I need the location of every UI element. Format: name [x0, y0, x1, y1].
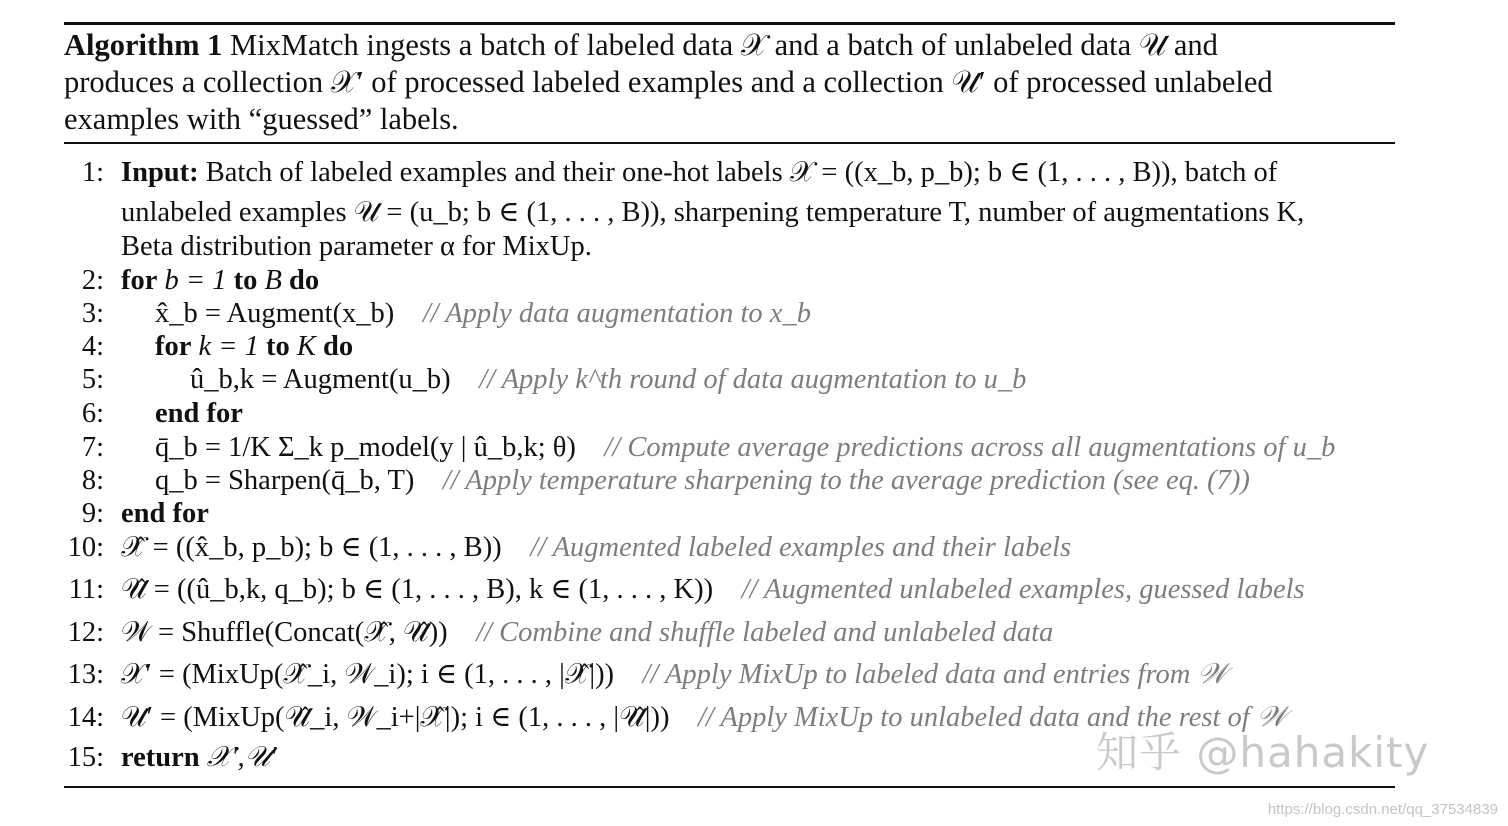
comment: // Combine and shuffle labeled and unlabeled data	[476, 617, 1054, 648]
comment: // Apply k^th round of data augmentation to u_b	[479, 364, 1027, 395]
comment: // Compute average predictions across all augmentations of u_b	[604, 432, 1336, 463]
comment: // Augmented unlabeled examples, guessed labels	[741, 574, 1305, 605]
keyword: do	[289, 265, 320, 296]
input-label: Input:	[121, 157, 199, 188]
algo-line-7	[0, 430, 1460, 466]
algo-line-12	[0, 615, 1460, 651]
line-number: 3:	[81, 298, 104, 329]
algo-line-6	[0, 396, 1460, 432]
line-number: 10:	[67, 532, 104, 563]
line-number: 5:	[81, 364, 104, 395]
keyword: do	[323, 331, 354, 362]
line-number: 15:	[67, 742, 104, 773]
bottom-rule	[64, 786, 1395, 788]
middle-rule	[64, 142, 1395, 144]
line-number: 4:	[81, 331, 104, 362]
algo-line-10	[0, 530, 1460, 566]
algo-line-2: 2: for b = 1 to B do	[0, 263, 1460, 299]
algo-line-8	[0, 463, 1460, 499]
algorithm-label: Algorithm 1	[64, 28, 223, 62]
algo-line-5	[0, 362, 1460, 398]
keyword: to	[266, 331, 290, 362]
line-number: 14:	[67, 702, 104, 733]
input-text: Batch of labeled examples and their one-hot labels 𝒳 = ((x_b, p_b); b ∈ (1, . . . , B)), batch of	[205, 157, 1278, 188]
line-number: 2:	[81, 265, 104, 296]
line-number: 11:	[68, 574, 104, 605]
algo-line-9	[0, 496, 1460, 532]
line-number: 9:	[81, 498, 104, 529]
code: q_b = Sharpen(q̄_b, T)	[155, 465, 415, 496]
code: 𝒲 = Shuffle(Concat(𝒳̂, 𝒰̂))	[121, 617, 448, 648]
line-number: 6:	[81, 398, 104, 429]
code: 𝒳̂ = ((x̂_b, p_b); b ∈ (1, . . . , B))	[121, 532, 502, 563]
code: 𝒳′ = (MixUp(𝒳̂_i, 𝒲_i); i ∈ (1, . . . , |𝒳̂|))	[121, 659, 615, 690]
caption-line-3: examples with “guessed” labels.	[64, 102, 459, 136]
input-continuation-1: unlabeled examples 𝒰 = (u_b; b ∈ (1, . . . , B)), sharpening temperature T, number of augmentations K,	[121, 197, 1305, 228]
keyword: to	[233, 265, 258, 296]
keyword: for	[155, 331, 192, 362]
code: x̂_b = Augment(x_b)	[155, 298, 395, 329]
line-number: 13:	[67, 659, 104, 690]
code: 𝒰′ = (MixUp(𝒰̂_i, 𝒲_i+|𝒳̂|); i ∈ (1, . . . , |𝒰̂|))	[121, 702, 670, 733]
keyword: for	[121, 265, 158, 296]
comment: // Apply data augmentation to x_b	[422, 298, 811, 329]
keyword: return	[121, 742, 200, 773]
line-number: 12:	[67, 617, 104, 648]
source-url: https://blog.csdn.net/qq_37534839	[1267, 801, 1498, 818]
top-rule	[64, 22, 1395, 25]
keyword: end for	[155, 398, 243, 429]
code: q̄_b = 1/K Σ_k p_model(y | û_b,k; θ)	[155, 432, 576, 463]
code: û_b,k = Augment(u_b)	[190, 364, 451, 395]
comment: // Apply temperature sharpening to the average prediction (see eq. (7))	[442, 465, 1250, 496]
comment: // Apply MixUp to unlabeled data and the rest of 𝒲	[697, 702, 1287, 733]
algo-line-4: 4: for k = 1 to K do	[0, 329, 1460, 365]
algo-line-13	[0, 657, 1460, 693]
code: 𝒰̂ = ((û_b,k, q_b); b ∈ (1, . . . , B), k ∈ (1, . . . , K))	[121, 574, 714, 605]
algorithm-caption	[64, 27, 1395, 138]
line-number: 8:	[81, 465, 104, 496]
line-number: 1:	[81, 157, 104, 188]
line-number: 7:	[81, 432, 104, 463]
code: 𝒳′,𝒰′	[199, 742, 277, 773]
comment: // Apply MixUp to labeled data and entries from 𝒲	[642, 659, 1228, 690]
algo-line-3	[0, 296, 1460, 332]
zhihu-watermark: 知乎 @hahakity	[1096, 728, 1430, 777]
algo-line-11	[0, 572, 1460, 608]
input-continuation-2: Beta distribution parameter α for MixUp.	[121, 231, 592, 262]
caption-line-1: Algorithm 1 MixMatch ingests a batch of labeled data 𝒳 and a batch of unlabeled data 𝒰 and	[64, 28, 1218, 62]
keyword: end for	[121, 498, 209, 529]
caption-line-2: produces a collection 𝒳′ of processed labeled examples and a collection 𝒰′ of processed unlabeled	[64, 65, 1273, 99]
comment: // Augmented labeled examples and their labels	[530, 532, 1072, 563]
algo-line-1	[0, 155, 1460, 191]
